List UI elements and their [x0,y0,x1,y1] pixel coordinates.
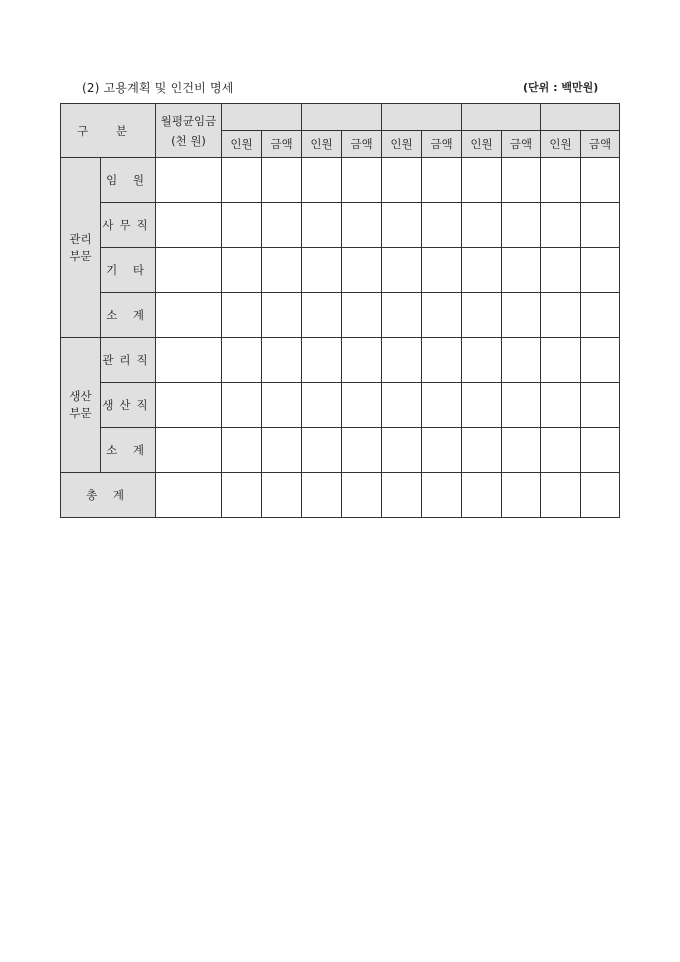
amount-cell [342,338,382,383]
headcount-cell [541,383,581,428]
headcount-cell [382,338,422,383]
amount-cell [502,293,541,338]
amount-cell [502,383,541,428]
amount-cell [342,203,382,248]
amount-cell [502,158,541,203]
category-header-label: 구 분 [77,123,139,138]
row-label-text: 임 원 [106,173,150,187]
amount-cell [342,428,382,473]
headcount-cell [222,338,262,383]
category-header [61,104,156,158]
headcount-cell [541,203,581,248]
row-label [101,383,156,428]
headcount-cell [222,383,262,428]
amount-cell [422,203,462,248]
amount-cell [581,428,620,473]
amount-cell [581,473,620,518]
headcount-cell [302,203,342,248]
row-label-text: 관리직 [102,353,154,367]
wage-cell [156,428,222,473]
headcount-header: 인원 [382,131,422,158]
row-label-text: 소 계 [106,443,150,457]
wage-cell [156,293,222,338]
section-title: (2) 고용계획 및 인건비 명세 [82,81,234,95]
amount-cell [581,248,620,293]
amount-header: 금액 [502,131,541,158]
amount-cell [342,293,382,338]
row-label [101,293,156,338]
headcount-cell [302,293,342,338]
amount-cell [342,158,382,203]
headcount-cell [222,158,262,203]
headcount-cell [462,428,502,473]
amount-cell [262,158,302,203]
amount-cell [422,383,462,428]
wage-cell [156,158,222,203]
headcount-cell [382,158,422,203]
headcount-cell [222,293,262,338]
table-row [61,203,620,248]
grand-total-text: 총 계 [86,488,130,502]
headcount-cell [541,473,581,518]
amount-cell [581,293,620,338]
headcount-header: 인원 [302,131,342,158]
amount-cell [262,203,302,248]
headcount-cell [541,338,581,383]
amount-cell [422,293,462,338]
headcount-cell [302,473,342,518]
wage-cell [156,383,222,428]
headcount-cell [222,248,262,293]
amount-cell [581,383,620,428]
headcount-cell [462,248,502,293]
headcount-cell [302,248,342,293]
amount-cell [342,473,382,518]
employment-cost-table [60,103,620,518]
headcount-cell [222,203,262,248]
grand-total-label [61,473,156,518]
row-label-text: 소 계 [106,308,150,322]
section-label: 관리 부문 [61,158,101,338]
amount-cell [262,248,302,293]
period-header-cell [302,104,382,131]
period-header-cell [222,104,302,131]
headcount-cell [222,428,262,473]
headcount-header: 인원 [541,131,581,158]
amount-header: 금액 [581,131,620,158]
row-label [101,248,156,293]
period-header-cell [382,104,462,131]
amount-cell [262,428,302,473]
wage-cell [156,473,222,518]
row-label [101,158,156,203]
avg-wage-header-line1: 월평균임금 [160,113,217,128]
avg-wage-header [156,104,222,158]
headcount-cell [382,248,422,293]
row-label-text: 기 타 [106,263,150,277]
amount-cell [342,383,382,428]
headcount-cell [541,428,581,473]
headcount-cell [302,383,342,428]
headcount-cell [382,293,422,338]
headcount-cell [382,428,422,473]
header-row-top [61,104,620,131]
headcount-cell [541,248,581,293]
amount-header: 금액 [422,131,462,158]
row-label-text: 생산직 [102,398,154,412]
amount-cell [581,158,620,203]
period-header-cell [462,104,541,131]
amount-cell [262,293,302,338]
headcount-header: 인원 [222,131,262,158]
wage-cell [156,338,222,383]
table-row [61,338,620,383]
amount-cell [581,203,620,248]
row-label-text: 사무직 [102,218,154,232]
amount-cell [262,473,302,518]
headcount-cell [462,203,502,248]
avg-wage-header-line2: (천 원) [171,133,206,148]
table-row [61,158,620,203]
unit-label: (단위 : 백만원) [523,81,599,94]
amount-cell [422,248,462,293]
amount-cell [502,428,541,473]
amount-cell [422,473,462,518]
amount-header: 금액 [262,131,302,158]
section-label: 생산 부문 [61,338,101,473]
amount-cell [502,473,541,518]
headcount-cell [541,158,581,203]
row-label [101,428,156,473]
headcount-cell [382,203,422,248]
headcount-cell [302,338,342,383]
period-header-cell [541,104,620,131]
amount-cell [502,203,541,248]
headcount-cell [462,383,502,428]
amount-cell [581,338,620,383]
amount-cell [422,428,462,473]
headcount-cell [382,383,422,428]
headcount-cell [541,293,581,338]
amount-cell [422,338,462,383]
table-row [61,383,620,428]
headcount-cell [222,473,262,518]
amount-cell [502,248,541,293]
grand-total-row [61,473,620,518]
headcount-cell [462,158,502,203]
headcount-header: 인원 [462,131,502,158]
amount-cell [262,338,302,383]
row-label [101,203,156,248]
wage-cell [156,203,222,248]
amount-cell [422,158,462,203]
amount-header: 금액 [342,131,382,158]
headcount-cell [462,293,502,338]
wage-cell [156,248,222,293]
headcount-cell [302,158,342,203]
headcount-cell [462,338,502,383]
amount-cell [342,248,382,293]
amount-cell [262,383,302,428]
row-label [101,338,156,383]
amount-cell [502,338,541,383]
headcount-cell [302,428,342,473]
headcount-cell [462,473,502,518]
table-row [61,428,620,473]
headcount-cell [382,473,422,518]
table-row [61,293,620,338]
table-row [61,248,620,293]
